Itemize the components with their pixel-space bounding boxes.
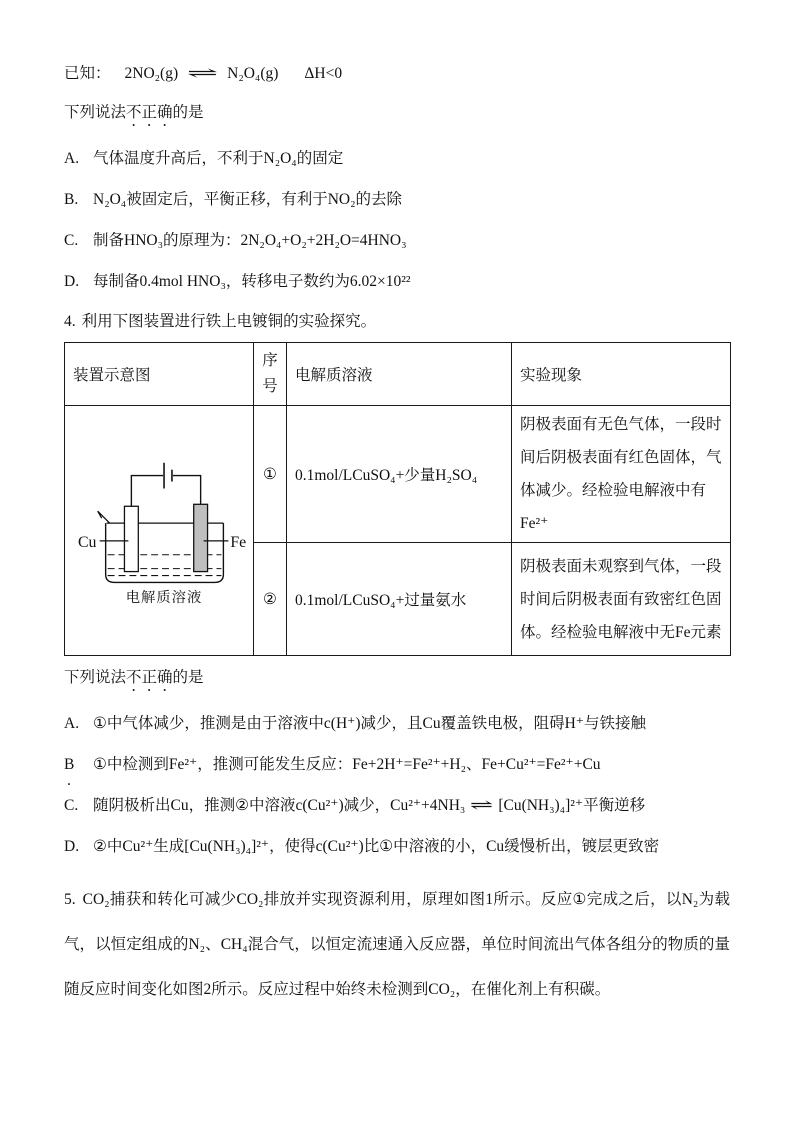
q3-stem: 下列说法不正确的是 xyxy=(64,104,204,121)
fe-label: Fe xyxy=(230,533,247,551)
row1-no: ① xyxy=(254,406,287,543)
q4-stem2: 下列说法不正确的是 xyxy=(64,669,204,686)
question-number: 4. xyxy=(64,313,76,330)
option-text: 制备HNO₃的原理为：2N₂O₄+O₂+2H₂O=4HNO₃ xyxy=(93,232,407,249)
q3-options xyxy=(64,147,730,294)
emphasized-text: 不正确 xyxy=(126,104,173,121)
option-label: C. xyxy=(64,797,79,814)
th-number: 序号 xyxy=(254,343,287,406)
equation-right: N₂O₄(g) xyxy=(227,65,279,82)
right-wire xyxy=(173,475,201,504)
fe-electrode xyxy=(194,504,208,571)
option-d xyxy=(64,835,730,859)
equilibrium-arrow: ⇌ xyxy=(470,797,494,814)
row1-phenomenon: 阴极表面有无色气体，一段时间后阴极表面有红色固体，气体减少。经检验电解液中有Fe²⁺ xyxy=(512,406,731,543)
option-label: B. xyxy=(64,191,79,208)
q4-stem: 4. 利用下图装置进行铁上电镀铜的实验探究。 xyxy=(64,313,377,330)
option-text: 随阴极析出Cu，推测②中溶液c(Cu²⁺)减少，Cu²⁺+4NH₃ xyxy=(93,797,466,814)
cu-label: Cu xyxy=(77,533,97,551)
option-d xyxy=(64,270,730,294)
question-number: 5. xyxy=(64,891,76,908)
th-phenomenon: 实验现象 xyxy=(512,343,731,406)
cu-electrode xyxy=(124,506,138,571)
enthalpy-condition: ΔH<0 xyxy=(304,65,343,82)
option-label: B . xyxy=(64,753,93,777)
th-apparatus: 装置示意图 xyxy=(65,343,254,406)
row2-phenomenon: 阴极表面未观察到气体，一段时间后阴极表面有致密红色固体。经检验电解液中无Fe元素 xyxy=(512,543,731,656)
row1-solution: 0.1mol/LCuSO₄+少量H₂SO₄ xyxy=(287,406,512,543)
electroplating-diagram xyxy=(73,421,260,643)
question-5 xyxy=(64,877,730,1012)
option-text: N₂O₄被固定后，平衡正移，有利于NO₂的去除 xyxy=(93,191,402,208)
option-label: D. xyxy=(64,273,80,290)
option-b xyxy=(64,188,730,212)
question-3 xyxy=(64,62,730,294)
table-row xyxy=(65,406,731,543)
option-c xyxy=(64,794,730,818)
row2-no: ② xyxy=(254,543,287,656)
given-label: 已知： xyxy=(64,65,111,82)
option-label: A. xyxy=(64,150,80,167)
equation-left: 2NO₂(g) xyxy=(124,65,179,82)
option-c xyxy=(64,229,730,253)
apparatus-diagram-cell xyxy=(65,406,254,656)
left-wire xyxy=(131,475,163,506)
row2-solution: 0.1mol/LCuSO₄+过量氨水 xyxy=(287,543,512,656)
option-label: C. xyxy=(64,232,79,249)
q5-text: 5. CO₂捕获和转化可减少CO₂排放并实现资源利用，原理如图1所示。反应①完成之后，以N₂为载气，以恒定组成的N₂、CH₄混合气，以恒定流速通入反应器，单位时间流出气体各组分的物质的量随反应时间变化如图2所示。反应过程中始终未检测到CO₂，在催化剂上有积碳。 xyxy=(64,891,730,998)
option-text: ①中气体减少，推测是由于溶液中c(H⁺)减少，且Cu覆盖铁电极，阻碍H⁺与铁接触 xyxy=(93,715,646,732)
option-label: D. xyxy=(64,838,80,855)
option-text: ②中Cu²⁺生成[Cu(NH₃)₄]²⁺，使得c(Cu²⁺)比①中溶液的小，Cu缓慢析出，镀层更致密 xyxy=(93,838,660,855)
th-electrolyte: 电解质溶液 xyxy=(287,343,512,406)
q4-options xyxy=(64,712,730,859)
option-text: [Cu(NH₃)₄]²⁺平衡逆移 xyxy=(498,797,646,814)
table-header-row xyxy=(65,343,731,406)
question-4 xyxy=(64,310,730,859)
option-a xyxy=(64,712,730,736)
experiment-table xyxy=(64,342,731,656)
option-text: ①中检测到Fe²⁺，推测可能发生反应：Fe+2H⁺=Fe²⁺+H₂、Fe+Cu²⁺=Fe²⁺+Cu xyxy=(93,756,601,773)
option-a xyxy=(64,147,730,171)
given-condition xyxy=(64,62,730,86)
beaker-spout xyxy=(98,511,110,523)
emphasized-text: 不正确 xyxy=(126,669,173,686)
option-b xyxy=(64,753,730,777)
equilibrium-arrow: ⇌ xyxy=(187,65,219,82)
option-text: 气体温度升高后，不利于N₂O₄的固定 xyxy=(93,150,344,167)
diagram-caption: 电解质溶液 xyxy=(125,589,203,606)
option-text: 每制备0.4mol HNO₃，转移电子数约为6.02×10²² xyxy=(93,273,411,290)
option-label: A. xyxy=(64,715,80,732)
